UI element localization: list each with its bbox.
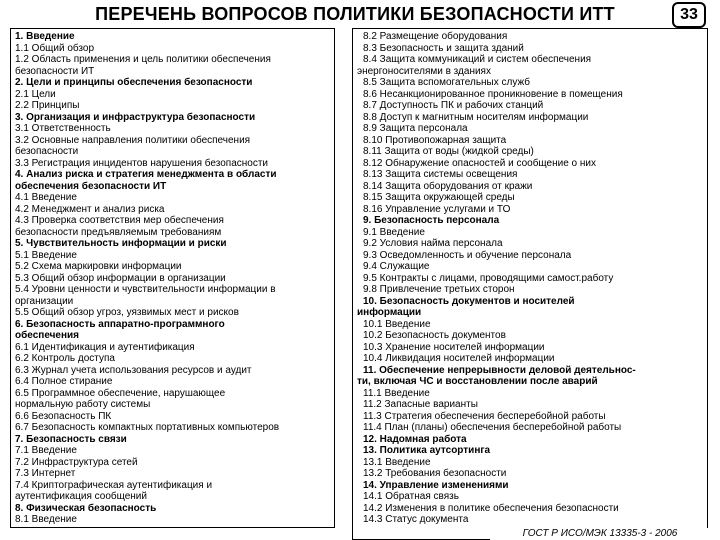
list-item: 6.1 Идентификация и аутентификация xyxy=(15,341,195,353)
list-item: 8.1 Введение xyxy=(15,514,77,525)
list-item: 7.4 Криптографическая аутентификация и xyxy=(15,479,213,491)
list-item: энергоносителями в зданиях xyxy=(357,65,491,77)
list-item: 7.3 Интернет xyxy=(15,468,76,479)
list-item: безопасности ИТ xyxy=(15,65,95,77)
list-item: аутентификация сообщений xyxy=(15,491,147,502)
list-item: 9.1 Введение xyxy=(363,226,425,238)
list-item: 6.5 Программное обеспечение, нарушающее xyxy=(15,387,226,399)
list-item: 9.4 Служащие xyxy=(363,261,430,272)
section-heading: 10. Безопасность документов и носителей xyxy=(363,295,575,307)
list-item: 8.6 Несанкционированное проникновение в помещения xyxy=(363,88,623,100)
list-item: 8.13 Защита системы освещения xyxy=(363,169,518,180)
list-item: 5.2 Схема маркировки информации xyxy=(15,261,182,272)
list-item: 1.2 Область применения и цель политики обеспечения xyxy=(15,54,271,65)
list-item: 14.3 Статус документа xyxy=(363,514,469,525)
list-item: 1.1 Общий обзор xyxy=(15,42,95,54)
section-heading: ти, включая ЧС и восстановлении после аварий xyxy=(357,376,598,387)
list-item: 7.1 Введение xyxy=(15,445,77,456)
left-column-panel xyxy=(10,28,335,528)
list-item: безопасности предъявляемым требованиям xyxy=(15,226,222,238)
list-item: 6.4 Полное стирание xyxy=(15,376,113,387)
list-item: 7.2 Инфраструктура сетей xyxy=(15,456,138,468)
section-heading: 2. Цели и принципы обеспечения безопасности xyxy=(15,77,253,88)
list-item: 3.3 Регистрация инцидентов нарушения безопасности xyxy=(15,157,269,169)
left-item-list xyxy=(11,29,334,528)
page-title: ПЕРЕЧЕНЬ ВОПРОСОВ ПОЛИТИКИ БЕЗОПАСНОСТИ ИТТ xyxy=(95,4,615,24)
list-item: 6.6 Безопасность ПК xyxy=(15,410,112,422)
list-item: 14.1 Обратная связь xyxy=(363,491,459,502)
list-item: 11.3 Стратегия обеспечения бесперебойной работы xyxy=(363,410,606,422)
list-item: 9.2 Условия найма персонала xyxy=(363,238,503,249)
section-heading: обеспечения xyxy=(15,330,80,341)
list-item: 10.2 Безопасность документов xyxy=(363,330,506,341)
section-heading: 5. Чувствительность информации и риски xyxy=(15,238,227,249)
list-item: 9.3 Осведомленность и обучение персонала xyxy=(363,249,572,261)
section-heading: обеспечения безопасности ИТ xyxy=(15,180,167,192)
list-item: 5.5 Общий обзор угроз, уязвимых мест и рисков xyxy=(15,307,239,318)
list-item: 8.10 Противопожарная защита xyxy=(363,134,507,146)
section-heading: 6. Безопасность аппаратно-программного xyxy=(15,318,225,330)
list-item: 2.1 Цели xyxy=(15,88,56,100)
list-item: 8.2 Размещение оборудования xyxy=(363,31,508,42)
list-item: 13.1 Введение xyxy=(363,456,431,468)
list-item: 8.4 Защита коммуникаций и систем обеспечения xyxy=(363,54,592,65)
list-item: 10.4 Ликвидация носителей информации xyxy=(363,353,555,364)
list-item: 11.1 Введение xyxy=(363,387,430,399)
section-heading: 7. Безопасность связи xyxy=(15,433,127,445)
list-item: 6.2 Контроль доступа xyxy=(15,353,115,364)
section-heading: информации xyxy=(357,307,422,318)
list-item: 3.2 Основные направления политики обеспечения xyxy=(15,134,251,146)
footer-standard-reference: ГОСТ Р ИСО/МЭК 13335-3 - 2006 xyxy=(490,528,710,540)
list-item: 4.3 Проверка соответствия мер обеспечения xyxy=(15,215,224,226)
list-item: 5.4 Уровни ценности и чувствительности информации в xyxy=(15,284,276,295)
section-heading: 8. Физическая безопасность xyxy=(15,502,157,514)
list-item: 8.11 Защита от воды (жидкой среды) xyxy=(363,146,534,157)
list-item: 13.2 Требования безопасности xyxy=(363,468,507,479)
list-item: 9.5 Контракты с лицами, проводящими самост.работу xyxy=(363,272,614,284)
list-item: 8.3 Безопасность и защита зданий xyxy=(363,42,524,54)
list-item: нормальную работу системы xyxy=(15,399,151,410)
list-item: 3.1 Ответственность xyxy=(15,123,111,134)
list-item: 6.3 Журнал учета использования ресурсов и аудит xyxy=(15,364,252,376)
list-item: 4.2 Менеджмент и анализ риска xyxy=(15,203,165,215)
section-heading: 3. Организация и инфраструктура безопасности xyxy=(15,111,256,123)
list-item: 2.2 Принципы xyxy=(15,100,80,111)
list-item: организации xyxy=(15,295,74,307)
list-item: 8.7 Доступность ПК и рабочих станций xyxy=(363,100,544,111)
section-heading: 4. Анализ риска и стратегия менеджмента в области xyxy=(15,169,277,180)
list-item: 6.7 Безопасность компактных портативных компьютеров xyxy=(15,422,280,433)
list-item: 8.14 Защита оборудования от кражи xyxy=(363,180,533,192)
section-heading: 14. Управление изменениями xyxy=(363,479,509,491)
section-heading: 13. Политика аутсортинга xyxy=(363,445,491,456)
list-item: безопасности xyxy=(15,146,79,157)
list-item: 11.2 Запасные варианты xyxy=(363,399,478,410)
list-item: 8.9 Защита персонала xyxy=(363,123,468,134)
section-heading: 12. Надомная работа xyxy=(363,433,467,445)
list-item: 10.1 Введение xyxy=(363,318,431,330)
list-item: 4.1 Введение xyxy=(15,192,77,203)
list-item: 11.4 План (планы) обеспечения бесперебойной работы xyxy=(363,422,622,433)
section-heading: 1. Введение xyxy=(15,31,75,42)
list-item: 8.8 Доступ к магнитным носителям информации xyxy=(363,111,589,123)
section-heading: 9. Безопасность персонала xyxy=(363,215,500,226)
list-item: 8.15 Защита окружающей среды xyxy=(363,192,515,203)
list-item: 5.1 Введение xyxy=(15,249,77,261)
list-item: 5.3 Общий обзор информации в организации xyxy=(15,272,226,284)
list-item: 14.2 Изменения в политике обеспечения безопасности xyxy=(363,502,619,514)
section-heading: 11. Обеспечение непрерывности деловой деятельнос- xyxy=(363,364,636,376)
list-item: 9.8 Привлечение третьих сторон xyxy=(363,284,515,295)
right-item-list xyxy=(353,29,707,528)
page-number-badge: 33 xyxy=(672,2,706,28)
list-item: 10.3 Хранение носителей информации xyxy=(363,341,545,353)
right-column-panel xyxy=(352,28,708,540)
list-item: 8.12 Обнаружение опасностей и сообщение о них xyxy=(363,157,597,169)
list-item: 8.16 Управление услугами и ТО xyxy=(363,203,511,215)
list-item: 8.5 Защита вспомогательных служб xyxy=(363,77,530,88)
